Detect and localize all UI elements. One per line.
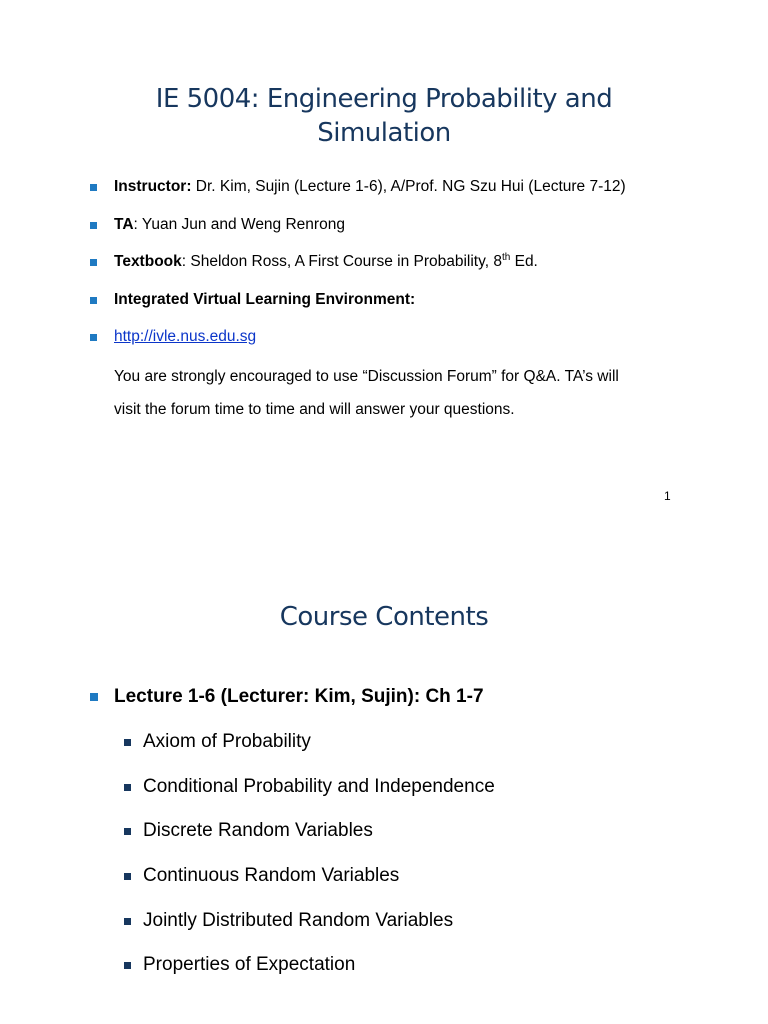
square-bullet-icon bbox=[90, 259, 97, 266]
list-item bbox=[124, 773, 495, 801]
textbook-label: Textbook bbox=[114, 253, 182, 270]
square-bullet-icon bbox=[90, 693, 98, 701]
list-item bbox=[124, 951, 495, 979]
square-bullet-icon bbox=[90, 334, 97, 341]
list-item bbox=[124, 817, 495, 845]
forum-paragraph bbox=[114, 360, 694, 426]
square-bullet-icon bbox=[90, 222, 97, 229]
list-item bbox=[124, 862, 495, 890]
topic-label: Properties of Expectation bbox=[143, 954, 356, 976]
slide-title: Course Contents bbox=[279, 602, 489, 632]
ta-text: : Yuan Jun and Weng Renrong bbox=[133, 215, 345, 233]
square-bullet-icon bbox=[124, 873, 131, 880]
square-bullet-icon bbox=[90, 297, 97, 304]
list-item bbox=[124, 728, 495, 756]
square-bullet-icon bbox=[124, 828, 131, 835]
square-bullet-icon bbox=[124, 962, 131, 969]
square-bullet-icon bbox=[124, 739, 131, 746]
textbook-item bbox=[90, 251, 730, 273]
square-bullet-icon bbox=[124, 784, 131, 791]
textbook-edition-sup: th bbox=[501, 251, 511, 263]
topic-label: Conditional Probability and Independence bbox=[143, 775, 495, 797]
instructor-item bbox=[90, 176, 730, 198]
paragraph-line-1: You are strongly encouraged to use “Discussion Forum” for Q&A. TA’s will bbox=[114, 368, 619, 385]
info-list bbox=[90, 176, 730, 364]
topic-label: Discrete Random Variables bbox=[143, 820, 373, 842]
lecture-heading: Lecture 1-6 (Lecturer: Kim, Sujin): Ch 1-7 bbox=[114, 686, 484, 707]
ivle-label: Integrated Virtual Learning Environment: bbox=[114, 290, 416, 308]
title-line-1: IE 5004: Engineering Probability and bbox=[155, 84, 613, 114]
ta-item bbox=[90, 214, 730, 236]
ta-label: TA bbox=[114, 215, 134, 233]
paragraph-line-2: visit the forum time to time and will answer your questions. bbox=[114, 401, 515, 418]
title-line-2: Simulation bbox=[317, 118, 451, 148]
square-bullet-icon bbox=[124, 918, 131, 925]
topics-list bbox=[124, 728, 495, 996]
instructor-text: Dr. Kim, Sujin (Lecture 1-6), A/Prof. NG Szu Hui (Lecture 7-12) bbox=[191, 178, 626, 195]
page-number: 1 bbox=[664, 489, 671, 503]
instructor-label: Instructor: bbox=[114, 178, 192, 195]
textbook-suffix: Ed. bbox=[510, 253, 538, 270]
ivle-item bbox=[90, 289, 730, 311]
slide-title bbox=[100, 82, 668, 150]
square-bullet-icon bbox=[90, 184, 97, 191]
ivle-link[interactable]: http://ivle.nus.edu.sg bbox=[114, 328, 257, 345]
topic-label: Axiom of Probability bbox=[143, 731, 311, 752]
contents-list bbox=[90, 683, 730, 727]
ivle-link-item bbox=[90, 326, 730, 348]
textbook-text: : Sheldon Ross, A First Course in Probability, 8 bbox=[181, 253, 502, 270]
list-item bbox=[124, 907, 495, 935]
topic-label: Continuous Random Variables bbox=[143, 865, 400, 887]
slide-2 bbox=[0, 530, 768, 1024]
topic-label: Jointly Distributed Random Variables bbox=[143, 909, 454, 931]
lecture-heading-item bbox=[90, 683, 730, 711]
